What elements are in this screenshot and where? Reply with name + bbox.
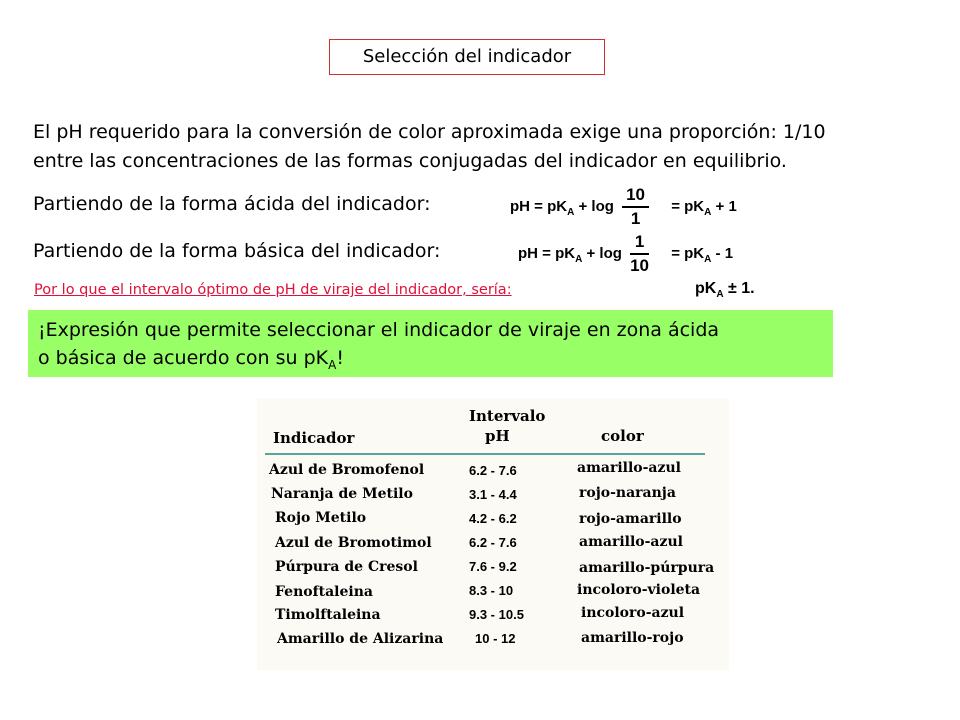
basic-formula — [518, 232, 733, 276]
row-8-range: 10 - 12 — [475, 631, 516, 646]
acid-rhs-sub: A — [704, 206, 712, 218]
conclusion-sub: A — [716, 289, 724, 301]
row-6-color: incoloro-violeta — [577, 582, 701, 598]
row-8-color: amarillo-rojo — [581, 630, 684, 646]
header-indicator: Indicador — [273, 429, 355, 447]
highlight-sub: A — [328, 357, 337, 372]
row-3-indicator: Rojo Metilo — [275, 510, 367, 526]
highlight-line-2-text: o básica de acuerdo con su pK — [38, 347, 329, 369]
basic-rhs: = pK — [671, 244, 705, 262]
row-2-range: 3.1 - 4.4 — [469, 487, 517, 502]
page-title: Selección del indicador — [329, 39, 605, 75]
acid-log: + log — [578, 197, 614, 215]
conclusion-pk: pK — [695, 280, 717, 297]
conclusion-text: Por lo que el intervalo óptimo de pH de viraje del indicador, sería: — [34, 282, 512, 298]
row-1-range: 6.2 - 7.6 — [469, 463, 517, 478]
indicator-table — [257, 398, 729, 670]
row-1-indicator: Azul de Bromofenol — [269, 462, 425, 478]
row-8-indicator: Amarillo de Alizarina — [277, 631, 444, 647]
row-6-range: 8.3 - 10 — [469, 583, 514, 598]
acid-numerator: 10 — [622, 185, 649, 208]
row-2-color: rojo-naranja — [579, 485, 676, 501]
intro-paragraph — [33, 118, 943, 176]
highlight-box — [28, 310, 833, 377]
highlight-line-2-end: ! — [336, 347, 344, 369]
row-5-indicator: Púrpura de Cresol — [275, 559, 418, 575]
row-4-color: amarillo-azul — [579, 534, 683, 550]
conclusion-tail: ± 1. — [728, 280, 755, 297]
row-5-color: amarillo-púrpura — [579, 560, 715, 576]
header-interval: Intervalo — [469, 407, 546, 425]
header-divider — [265, 453, 705, 455]
highlight-line-2 — [38, 344, 833, 379]
row-4-indicator: Azul de Bromotimol — [275, 535, 432, 551]
row-7-indicator: Timolftaleina — [275, 607, 381, 623]
row-5-range: 7.6 - 9.2 — [469, 559, 517, 574]
row-6-indicator: Fenoftaleina — [275, 584, 373, 600]
conclusion-formula — [695, 280, 755, 300]
acid-lhs: pH = pK — [510, 197, 568, 215]
row-2-indicator: Naranja de Metilo — [271, 486, 413, 502]
row-3-range: 4.2 - 6.2 — [469, 511, 517, 526]
acid-formula — [510, 185, 737, 229]
row-7-color: incoloro-azul — [581, 605, 685, 621]
basic-fraction — [630, 232, 649, 276]
basic-form-label: Partiendo de la forma básica del indicador: — [33, 240, 441, 262]
acid-lhs-sub: A — [567, 206, 575, 218]
acid-rhs: = pK — [671, 197, 705, 215]
header-ph: pH — [485, 427, 510, 445]
basic-denominator: 10 — [630, 256, 650, 275]
row-4-range: 6.2 - 7.6 — [469, 535, 517, 550]
header-color: color — [601, 427, 644, 445]
basic-rhs-tail: - 1 — [715, 244, 734, 262]
row-1-color: amarillo-azul — [577, 460, 681, 476]
basic-lhs: pH = pK — [518, 244, 576, 262]
intro-line-2: entre las concentraciones de las formas conjugadas del indicador en equilibrio. — [33, 150, 787, 172]
basic-rhs-sub: A — [704, 253, 712, 265]
basic-log: + log — [586, 244, 622, 262]
acid-denominator: 1 — [630, 209, 641, 228]
acid-fraction — [622, 185, 649, 229]
basic-lhs-sub: A — [575, 253, 583, 265]
acid-rhs-tail: + 1 — [715, 197, 737, 215]
acid-form-label: Partiendo de la forma ácida del indicador: — [33, 193, 431, 215]
row-3-color: rojo-amarillo — [579, 511, 682, 527]
intro-line-1: El pH requerido para la conversión de color aproximada exige una proporción: 1/10 — [33, 121, 826, 143]
highlight-line-1: ¡Expresión que permite seleccionar el indicador de viraje en zona ácida — [38, 319, 720, 341]
basic-numerator: 1 — [630, 232, 649, 255]
row-7-range: 9.3 - 10.5 — [469, 607, 524, 622]
